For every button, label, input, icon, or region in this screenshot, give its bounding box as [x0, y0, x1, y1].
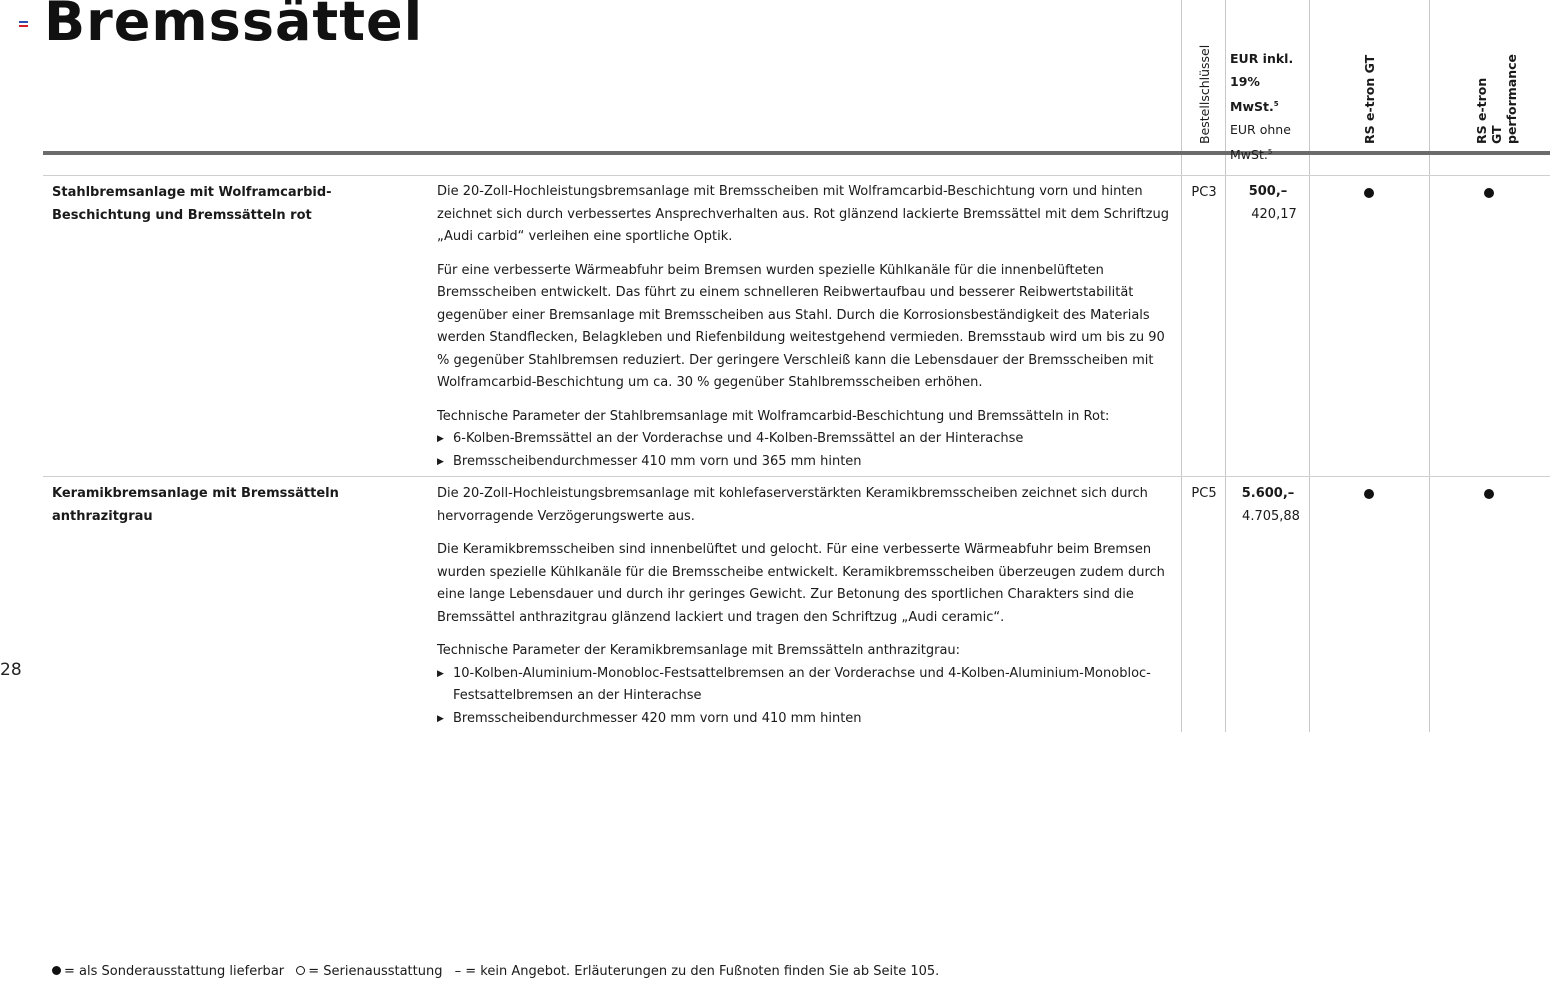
row-1-paragraph: Die 20-Zoll-Hochleistungsbremsanlage mit Bremsscheiben mit Wolframcarbid-Beschichtung vorn und hinten zeichnet sich durch verbessertes Ansprechverhalten aus. Rot glänzend lackierte Bremssättel mit dem Schriftzug „Audi carbid“ verleihen eine sportliche Optik. [437, 184, 1169, 244]
row-2-price-net: 4.705,88 [1242, 508, 1300, 524]
row-2-paragraph: Technische Parameter der Keramikbremsanlage mit Bremssätteln anthrazitgrau: [437, 643, 961, 658]
header-price-gross: EUR inkl. 19% MwSt.$^5$ [1230, 51, 1294, 114]
footnote-ref: 5 [1273, 100, 1279, 108]
column-divider [1181, 0, 1182, 732]
row-1-description [437, 181, 1172, 473]
row-divider [43, 476, 1550, 477]
row-1-name: Stahlbremsanlage mit Wolframcarbid-Beschichtung und Bremssätteln rot [52, 185, 332, 223]
empty-circle-icon [296, 966, 305, 975]
row-1-price-gross: 500,– [1248, 184, 1288, 199]
row-1-order-code: PC3 [1191, 185, 1217, 200]
row-2-name: Keramikbremsanlage mit Bremssätteln anthrazitgrau [52, 486, 339, 524]
row-2-bullet-list [437, 663, 1172, 731]
row-divider [43, 175, 1550, 176]
row-2-order-code: PC5 [1191, 486, 1217, 501]
bullet-arrow-icon: ▶ [437, 434, 444, 444]
row-1-model-1-availability [1364, 188, 1374, 198]
row-1-paragraph: Technische Parameter der Stahlbremsanlage mit Wolframcarbid-Beschichtung und Bremssätteln in Rot: [437, 408, 1110, 424]
list-item: ▶ 6-Kolben-Bremssättel an der Vorderachse und 4-Kolben-Bremssättel an der Hinterachse [437, 428, 1172, 451]
country-flag-icon [19, 21, 28, 27]
header-divider [43, 151, 1550, 155]
list-item: ▶ Bremsscheibendurchmesser 410 mm vorn und 365 mm hinten [437, 451, 1172, 474]
header-order-key: Bestellschlüssel [1197, 44, 1212, 144]
header-model-rs-etron-gt-performance: RS e-tron GT performance [1474, 53, 1519, 144]
legend-optional: = als Sonderausstattung lieferbar [64, 964, 285, 979]
row-2-paragraph: Die 20-Zoll-Hochleistungsbremsanlage mit kohlefaserverstärkten Keramikbremsscheiben zeichnet sich durch hervorragende Verzögerungswerte aus. [437, 486, 1148, 524]
row-2-paragraph: Die Keramikbremsscheiben sind innenbelüftet und gelocht. Für eine verbesserte Wärmeabfuhr beim Bremsen wurden spezielle Kühlkanäle für die Bremsscheibe entwickelt. Keramikbremsscheiben überzeugen zudem durch eine lange Lebensdauer und durch ihr geringes Gewicht. Zur Betonung des sportlichen Charakters sind die Bremssättel anthrazitgrau glänzend lackiert und tragen den Schriftzug „Audi ceramic“. [437, 542, 1165, 625]
row-2-model-1-availability [1364, 489, 1374, 499]
column-divider [1309, 0, 1310, 732]
bullet-arrow-icon: ▶ [437, 668, 444, 679]
footnote-ref: 5 [1267, 148, 1273, 156]
legend-not-available: – = kein Angebot. Erläuterungen zu den Fußnoten finden Sie ab Seite 105. [454, 964, 940, 979]
row-2-price-gross: 5.600,– [1241, 486, 1295, 501]
row-1-price [1227, 181, 1309, 226]
row-2-description [437, 483, 1172, 730]
filled-dot-icon [52, 966, 61, 975]
row-1-price-net: 420,17 [1251, 206, 1297, 222]
list-item: ▶ 10-Kolben-Aluminium-Monobloc-Festsattelbremsen an der Vorderachse und 4-Kolben-Aluminium-Monobloc-Festsattelbremsen an der Hinterachse [437, 663, 1172, 708]
legend [52, 964, 939, 979]
row-2-price [1227, 483, 1309, 528]
list-item: ▶ Bremsscheibendurchmesser 420 mm vorn und 410 mm hinten [437, 708, 1172, 731]
row-1-paragraph: Für eine verbesserte Wärmeabfuhr beim Bremsen wurden spezielle Kühlkanäle für die innenbelüfteten Bremsscheiben entwickelt. Das führt zu einem schnelleren Reibwertaufbau und besserer Reibwertstabilität gegenüber einer Bremsanlage mit Bremsscheiben aus Stahl. Durch die Korrosionsbeständigkeit des Materials werden Standflecken, Belagkleben und Riefenbildung weitestgehend vermieden. Bremsstaub wird um bis zu 90 % gegenüber Stahlbremsen reduziert. Der geringere Verschleiß kann die Lebensdauer der Bremsscheiben mit Wolframcarbid-Beschichtung um ca. 30 % gegenüber Stahlbremsscheiben erhöhen. [437, 262, 1165, 390]
flag-stripe-red [19, 25, 28, 27]
page-number: 28 [0, 660, 22, 680]
legend-standard: = Serienausstattung [308, 964, 443, 979]
column-divider [1225, 0, 1226, 732]
bullet-arrow-icon: ▶ [437, 713, 444, 724]
row-1-bullet-list [437, 428, 1172, 473]
column-divider [1429, 0, 1430, 732]
header-price-net: EUR ohne MwSt.$^5$ [1230, 121, 1291, 162]
bullet-arrow-icon: ▶ [437, 456, 444, 467]
row-1-model-2-availability [1484, 188, 1494, 198]
header-price [1230, 48, 1308, 167]
header-model-rs-etron-gt: RS e-tron GT [1362, 54, 1377, 144]
row-2-model-2-availability [1484, 489, 1494, 499]
page-title: Bremssättel [44, 0, 424, 53]
